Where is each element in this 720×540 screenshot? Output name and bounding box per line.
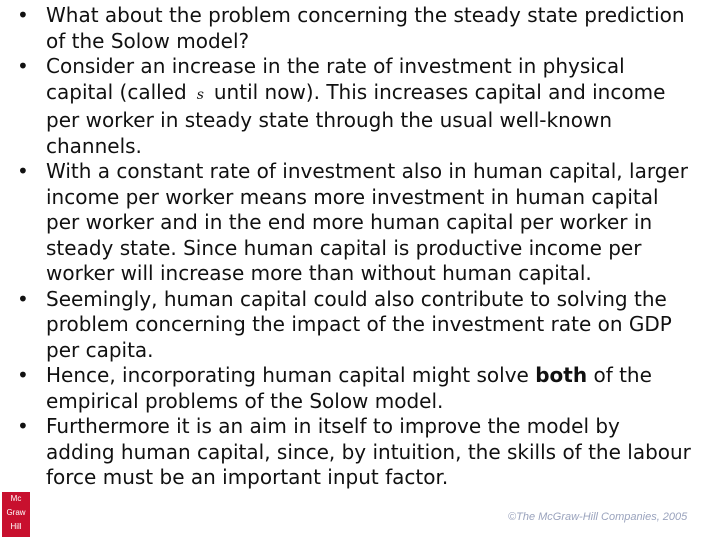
bullet-text: capital (called: [46, 79, 187, 104]
bullet-line: steady state. Since human capital is productive income per: [46, 235, 642, 260]
bullet-text: Hence, incorporating human capital might solve: [46, 363, 529, 387]
copyright-notice: ©The McGraw-Hill Companies, 2005: [508, 511, 688, 523]
bullet-line: [46, 363, 720, 389]
bullet-line: Furthermore it is an aim in itself to improve the model by: [46, 414, 620, 438]
bullet-dot: •: [17, 363, 29, 387]
bold-emphasis: both: [535, 363, 588, 387]
bullet-item: [0, 3, 720, 54]
bullet-line: force must be an important input factor.: [46, 465, 449, 489]
logo-text: Graw: [6, 508, 26, 517]
bullet-line: per capita.: [46, 337, 154, 362]
bullet-dot: •: [17, 3, 29, 27]
bullet-line: [46, 80, 720, 109]
bullet-line: Consider an increase in the rate of investment in physical: [46, 54, 625, 78]
bullet-line: What about the problem concerning the steady state prediction: [46, 3, 685, 27]
bullet-dot: •: [17, 54, 29, 78]
bullet-line: problem concerning the impact of the investment rate on GDP: [46, 312, 672, 336]
bullet-line: income per worker means more investment in human capital: [46, 184, 659, 209]
bullet-line: Seemingly, human capital could also contribute to solving the: [46, 286, 667, 311]
bullet-dot: •: [17, 414, 29, 438]
logo-text: Mc: [10, 494, 22, 503]
bullet-list: [0, 3, 720, 491]
bullet-line: empirical problems of the Solow model.: [46, 388, 444, 413]
bullet-line: With a constant rate of investment also in human capital, larger: [46, 159, 688, 183]
bullet-text: of the: [593, 363, 652, 387]
bullet-item: [0, 54, 720, 159]
bullet-line: worker will increase more than without human capital.: [46, 261, 592, 285]
logo-text: Hill: [10, 522, 22, 531]
math-symbol-s: s: [196, 86, 204, 103]
bullet-line: adding human capital, since, by intuition, the skills of the labour: [46, 439, 691, 464]
bullet-dot: •: [17, 159, 29, 183]
bullet-item: [0, 414, 720, 491]
bullet-item: [0, 159, 720, 287]
bullet-item: [0, 363, 720, 414]
mcgraw-hill-logo: [2, 492, 30, 537]
bullet-item: [0, 287, 720, 364]
bullet-text: until now). This increases capital and income: [213, 79, 666, 104]
bullet-line: per worker in steady state through the usual well-known: [46, 108, 613, 132]
bullet-line: per worker and in the end more human capital per worker in: [46, 210, 653, 234]
bullet-dot: •: [17, 286, 29, 311]
bullet-line: channels.: [46, 133, 142, 158]
bullet-line: of the Solow model?: [46, 28, 250, 53]
